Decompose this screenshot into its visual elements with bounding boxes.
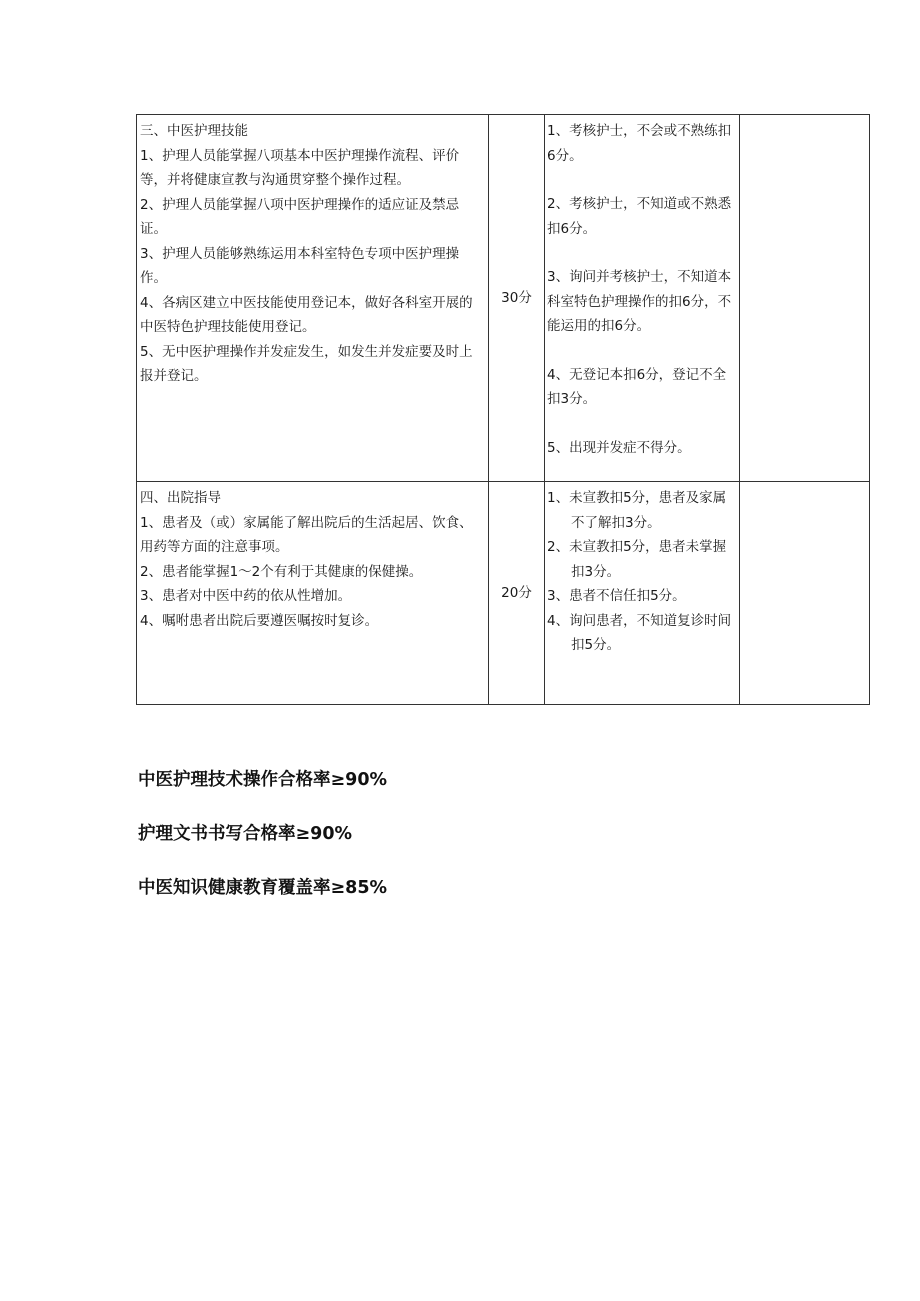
remarks-cell <box>740 482 870 705</box>
deduction-item: 2、考核护士，不知道或不熟悉扣6分。 <box>547 196 732 237</box>
deductions-cell <box>545 482 740 705</box>
deductions-cell <box>545 115 740 482</box>
requirements-cell <box>137 115 489 482</box>
deduction-item: 4、无登记本扣6分，登记不全扣3分。 <box>547 366 727 407</box>
deduction-item: 5、出现并发症不得分。 <box>547 439 691 456</box>
requirement-item: 2、护理人员能掌握八项中医护理操作的适应证及禁忌证。 <box>140 196 460 237</box>
deduction-item: 2、未宣教扣5分，患者未掌握扣3分。 <box>547 539 727 580</box>
requirement-item: 1、护理人员能掌握八项基本中医护理操作流程、评价等，并将健康宣教与沟通贯穿整个操作过程。 <box>140 147 460 188</box>
section-title: 四、出院指导 <box>140 490 221 506</box>
score-cell: 30分 <box>489 115 545 482</box>
deduction-item: 3、询问并考核护士，不知道本科室特色护理操作的扣6分，不能运用的扣6分。 <box>547 269 732 334</box>
table-row <box>137 482 870 705</box>
requirement-item: 4、各病区建立中医技能使用登记本，做好各科室开展的中医特色护理技能使用登记。 <box>140 294 473 335</box>
requirement-item: 3、患者对中医中药的依从性增加。 <box>140 588 352 604</box>
remarks-cell <box>740 115 870 482</box>
deduction-item: 4、询问患者，不知道复诊时间扣5分。 <box>547 612 732 653</box>
assessment-table <box>136 114 870 705</box>
deduction-item: 3、患者不信任扣5分。 <box>547 588 686 604</box>
deduction-item: 1、考核护士，不会或不熟练扣6分。 <box>547 123 732 164</box>
requirement-item: 3、护理人员能够熟练运用本科室特色专项中医护理操作。 <box>140 245 460 286</box>
deduction-item: 1、未宣教扣5分，患者及家属不了解扣3分。 <box>547 490 727 531</box>
requirement-item: 5、无中医护理操作并发症发生，如发生并发症要及时上报并登记。 <box>140 343 473 384</box>
requirement-item: 2、患者能掌握1～2个有利于其健康的保健操。 <box>140 563 423 580</box>
requirement-item: 1、患者及（或）家属能了解出院后的生活起居、饮食、用药等方面的注意事项。 <box>140 514 473 555</box>
stat-line: 中医知识健康教育覆盖率≥85% <box>138 878 388 898</box>
requirements-cell <box>137 482 489 705</box>
stat-line: 护理文书书写合格率≥90% <box>138 824 353 844</box>
requirement-item: 4、嘱咐患者出院后要遵医嘱按时复诊。 <box>140 612 379 629</box>
score-cell: 20分 <box>489 482 545 705</box>
table-row <box>137 115 870 482</box>
section-title: 三、中医护理技能 <box>140 123 248 139</box>
stat-line: 中医护理技术操作合格率≥90% <box>138 770 388 790</box>
